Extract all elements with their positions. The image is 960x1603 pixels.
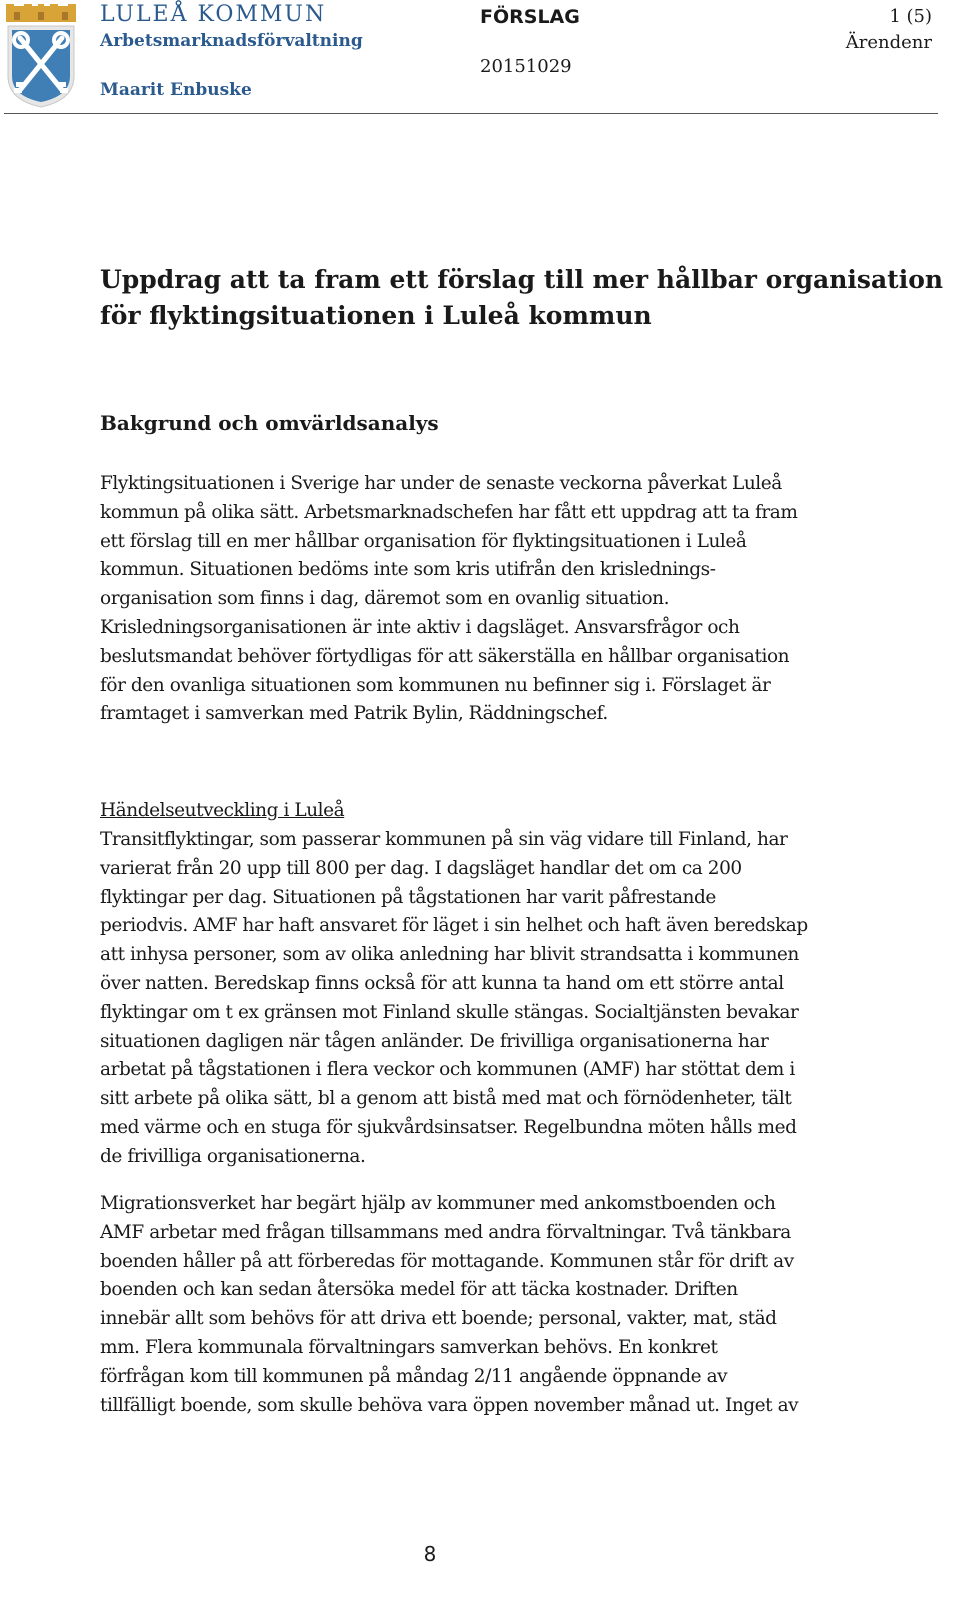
text-line: boenden håller på att förberedas för mottagande. Kommunen står för drift av <box>100 1250 794 1272</box>
text-line: Transitflyktingar, som passerar kommunen på sin väg vidare till Finland, har <box>100 829 788 850</box>
document-header <box>0 0 960 118</box>
text-line: boenden och kan sedan återsöka medel för att täcka kostnader. Driften <box>100 1279 738 1301</box>
organization-name: LULEÅ KOMMUN <box>100 2 327 27</box>
paragraph-migration <box>100 1190 860 1420</box>
text-line: tillfälligt boende, som skulle behöva vara öppen november månad ut. Inget av <box>100 1394 799 1416</box>
document-date: 20151029 <box>480 56 572 77</box>
text-line: varierat från 20 upp till 800 per dag. I dagsläget handlar det om ca 200 <box>100 857 742 879</box>
text-line: kommun på olika sätt. Arbetsmarknadschefen har fått ett uppdrag att ta fram <box>100 501 798 523</box>
header-divider <box>4 113 938 114</box>
text-line: över natten. Beredskap finns också för att kunna ta hand om ett större antal <box>100 972 784 994</box>
text-line: innebär allt som behövs för att driva ett boende; personal, vakter, mat, städ <box>100 1308 777 1330</box>
document-title-line: för flyktingsituationen i Luleå kommun <box>100 301 652 330</box>
document-title-line: Uppdrag att ta fram ett förslag till mer hållbar organisation <box>100 265 944 294</box>
text-line: ett förslag till en mer hållbar organisation för flyktingsituationen i Luleå <box>100 530 747 552</box>
page-counter: 1 (5) <box>889 6 932 27</box>
text-line: AMF arbetar med frågan tillsammans med andra förvaltningar. Två tänkbara <box>100 1221 791 1243</box>
text-line: att inhysa personer, som av olika anledning har blivit strandsatta i kommunen <box>100 944 799 966</box>
text-line: förfrågan kom till kommunen på måndag 2/11 angående öppnande av <box>100 1365 728 1387</box>
text-line: med värme och en stuga för sjukvårdsinsatser. Regelbundna möten hålls med <box>100 1116 797 1138</box>
subheading-events-lulea: Händelseutveckling i Luleå <box>100 800 345 821</box>
text-line: beslutsmandat behöver förtydligas för att säkerställa en hållbar organisation <box>100 645 790 667</box>
text-line: kommun. Situationen bedöms inte som kris utifrån den krislednings- <box>100 559 716 581</box>
text-line: Krisledningsorganisationen är inte aktiv i dagsläget. Ansvarsfrågor och <box>100 616 740 638</box>
text-line: framtaget i samverkan med Patrik Bylin, Räddningschef. <box>100 703 608 725</box>
text-line: situationen dagligen när tågen anländer. De frivilliga organisationerna har <box>100 1030 769 1052</box>
text-line: Flyktingsituationen i Sverige har under de senaste veckorna påverkat Luleå <box>100 473 782 494</box>
paragraph-events <box>100 826 860 1172</box>
text-line: mm. Flera kommunala förvaltningars samverkan behövs. En konkret <box>100 1336 718 1358</box>
text-line: de frivilliga organisationerna. <box>100 1145 366 1167</box>
document-title <box>100 262 944 334</box>
text-line: flyktingar per dag. Situationen på tågstationen har varit påfrestande <box>100 886 716 908</box>
document-status: FÖRSLAG <box>480 6 580 28</box>
department-name: Arbetsmarknadsförvaltning <box>100 31 363 51</box>
section-heading-background: Bakgrund och omvärldsanalys <box>100 411 439 435</box>
footer-page-number: 8 <box>423 1542 437 1566</box>
lulea-coat-of-arms-icon <box>4 4 78 108</box>
text-line: för den ovanliga situationen som kommunen nu befinner sig i. Förslaget är <box>100 674 771 696</box>
author-name: Maarit Enbuske <box>100 80 252 100</box>
paragraph-background <box>100 470 860 729</box>
text-line: Migrationsverket har begärt hjälp av kommuner med ankomstboenden och <box>100 1193 776 1214</box>
text-line: periodvis. AMF har haft ansvaret för läget i sin helhet och haft även beredskap <box>100 915 808 937</box>
case-number-label: Ärendenr <box>845 32 932 53</box>
text-line: flyktingar om t ex gränsen mot Finland skulle stängas. Socialtjänsten bevakar <box>100 1001 799 1023</box>
text-line: organisation som finns i dag, däremot som en ovanlig situation. <box>100 588 670 610</box>
text-line: arbetat på tågstationen i flera veckor och kommunen (AMF) har stöttat dem i <box>100 1059 795 1081</box>
text-line: sitt arbete på olika sätt, bl a genom att bistå med mat och förnödenheter, tält <box>100 1088 792 1110</box>
